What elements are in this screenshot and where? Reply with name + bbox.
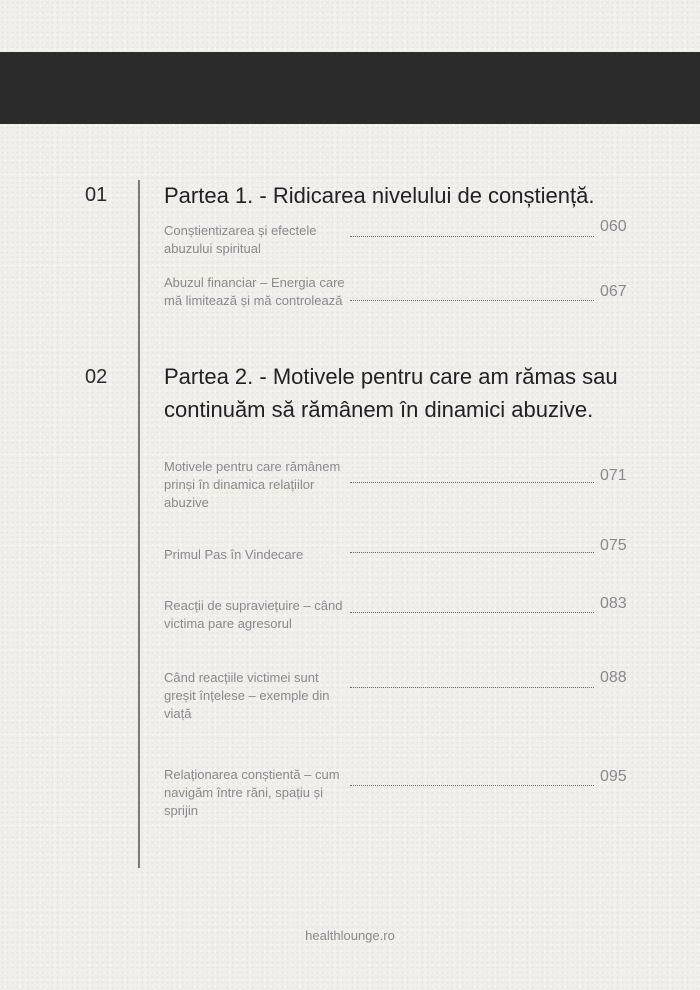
part-1-title: Partea 1. - Ridicarea nivelului de conștiență. (164, 183, 595, 208)
toc-entry-title: Reacții de supraviețuire – când victima pare agresorul (164, 598, 343, 631)
toc-entry-title: Relaționarea conștientă – cum navigăm între răni, spațiu și sprijin (164, 767, 340, 818)
toc-entry-title: Abuzul financiar – Energia care mă limitează și mă controlează (164, 275, 345, 308)
toc-entry[interactable] (164, 458, 630, 518)
toc-entry[interactable] (164, 274, 630, 334)
dot-leader (350, 785, 594, 786)
toc-page-number: 071 (600, 467, 627, 484)
dot-leader (350, 236, 594, 237)
toc-entry[interactable] (164, 597, 630, 657)
toc-entry[interactable] (164, 669, 630, 729)
footer-website: healthlounge.ro (305, 928, 395, 943)
toc-page-number: 083 (600, 595, 627, 612)
dot-leader (350, 300, 594, 301)
part-2-title: Partea 2. - Motivele pentru care am rămas sau continuăm să rămânem în dinamici abuzive. (164, 364, 618, 422)
toc-page-number: 060 (600, 218, 627, 235)
toc-page-number: 095 (600, 768, 627, 785)
dot-leader (350, 612, 594, 613)
toc-entry-title: Conștientizarea și efectele abuzului spiritual (164, 223, 317, 256)
toc-entry[interactable] (164, 218, 630, 282)
toc-entry[interactable] (164, 766, 630, 826)
part-2-number: 02 (85, 366, 108, 388)
part-1-number: 01 (85, 184, 108, 206)
dot-leader (350, 687, 594, 688)
dot-leader (350, 552, 594, 553)
toc-page-number: 067 (600, 283, 627, 300)
toc-page-number: 088 (600, 669, 627, 686)
toc-entry-title: Când reacțiile victimei sunt greșit înțelese – exemple din viață (164, 670, 330, 721)
dot-leader (350, 482, 594, 483)
header-bar (0, 52, 700, 124)
vertical-divider (138, 180, 140, 868)
toc-page-number: 075 (600, 537, 627, 554)
toc-entry-title: Primul Pas în Vindecare (164, 547, 304, 562)
toc-entry-title: Motivele pentru care rămânem prinși în dinamica relațiilor abuzive (164, 459, 341, 510)
